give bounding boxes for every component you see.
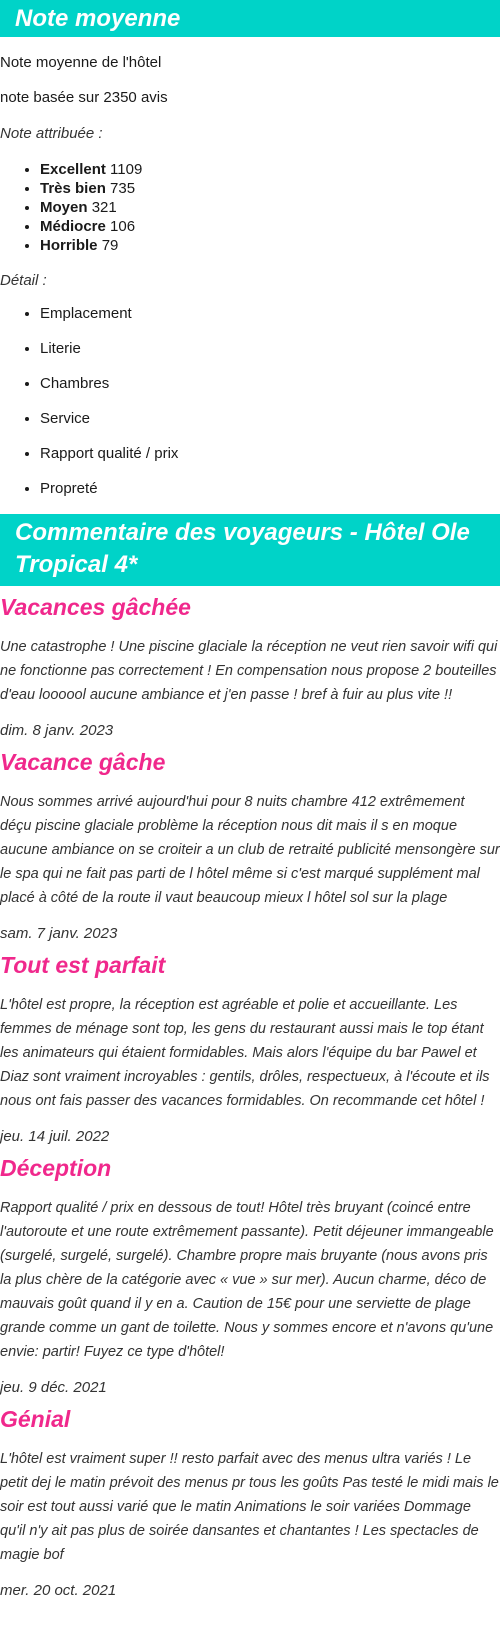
- review-date: mer. 20 oct. 2021: [0, 1582, 117, 1599]
- rating-count-value: 79: [101, 237, 119, 254]
- review-date: jeu. 14 juil. 2022: [0, 1128, 110, 1145]
- detail-item: • Propreté: [40, 479, 500, 499]
- rating-count-label: Excellent: [40, 161, 106, 178]
- rating-label: Note attribuée :: [0, 125, 103, 142]
- rating-count-label: Moyen: [40, 199, 88, 216]
- rating-count-value: 735: [110, 180, 136, 197]
- review-text: L'hôtel est propre, la réception est agréable et polie et accueillante. Les femmes de ménage sont top, les gens du restaurant aussi mais le top étant les animateurs qui étaient formidables. Mais alors l'équipe du bar Pawel et Diaz sont vraiment incroyables : gentils, drôles, respectueux, à l'écoute et ils nous ont fais passer des vacances formidables. On recommande cet hôtel !: [0, 997, 490, 1109]
- review-count-line: note basée sur 2350 avis: [0, 89, 168, 106]
- review-text: Nous sommes arrivé aujourd'hui pour 8 nuits chambre 412 extrêmement déçu piscine glaciale problème la réception nous dit mais il s en moque aucune ambiance on se croiteir a un club de retraité publicité mensongère sur le spa qui ne fait pas parti de l hôtel même si c'est marqué supplément mal placé à côté de la route il vaut beaucoup mieux l hôtel sol sur la plage: [0, 794, 500, 906]
- review: [0, 1153, 500, 1398]
- review-title: Tout est parfait: [0, 952, 166, 978]
- review-text: Rapport qualité / prix en dessous de tout! Hôtel très bruyant (coincé entre l'autoroute et une route extrêmement passante). Petit déjeuner immangeable (surgelé, surgelé, surgelé). Chambre propre mais bruyante (nous avons pris la plus chère de la catégorie avec « vue » sur mer). Aucun charme, déco de mauvais goût quand il y en a. Caution de 15€ pour une serviette de plage grande comme un gant de toilette. Nous y sommes encore et n'avons qu'une envie: partir! Fuyez ce type d'hôtel!: [0, 1200, 494, 1360]
- rating-count-value: 1109: [110, 161, 143, 178]
- review: [0, 1404, 500, 1601]
- detail-list: [0, 304, 500, 499]
- detail-item: • Chambres: [40, 374, 500, 394]
- review-title: Déception: [0, 1155, 112, 1181]
- detail-item: • Emplacement: [40, 304, 500, 324]
- rating-count-value: 321: [91, 199, 117, 216]
- rating-count-label: Médiocre: [40, 218, 106, 235]
- review-title: Vacance gâche: [0, 749, 166, 775]
- review-title: Génial: [0, 1406, 71, 1432]
- rating-count-label: Horrible: [40, 237, 98, 254]
- review-text: L'hôtel est vraiment super !! resto parfait avec des menus ultra variés ! Le petit dej le matin prévoit des menus pr tous les goûts Pas testé le midi mais le soir est tout aussi varié que le matin Animations le soir variées Dommage qu'il n'y ait pas plus de soirée dansantes et chantantes ! Les spectacles de magie bof: [0, 1451, 499, 1563]
- review-date: jeu. 9 déc. 2021: [0, 1379, 107, 1396]
- comments-heading: Commentaire des voyageurs - Hôtel Ole Tropical 4*: [0, 514, 500, 586]
- rating-count-value: 106: [110, 218, 136, 235]
- detail-item: • Literie: [40, 339, 500, 359]
- detail-label: Détail :: [0, 272, 47, 289]
- detail-item: • Service: [40, 409, 500, 429]
- review: [0, 950, 500, 1147]
- rating-count-moyen: [40, 198, 500, 217]
- review: [0, 592, 500, 741]
- review-title: Vacances gâchée: [0, 594, 191, 620]
- rating-count-horrible: [40, 236, 500, 255]
- rating-count-label: Très bien: [40, 180, 106, 197]
- review-date: dim. 8 janv. 2023: [0, 722, 114, 739]
- rating-counts-list: [0, 160, 500, 255]
- average-rating-heading: Note moyenne: [0, 0, 500, 37]
- hotel-average-line: Note moyenne de l'hôtel: [0, 54, 162, 71]
- rating-count-tres-bien: [40, 179, 500, 198]
- review-text: Une catastrophe ! Une piscine glaciale la réception ne veut rien savoir wifi qui ne fonctionne pas correctement ! En compensation nous propose 2 bouteilles d'eau loooool aucune ambiance et j'en passe ! bref à fuir au plus vite !!: [0, 639, 498, 703]
- review: [0, 747, 500, 944]
- rating-count-mediocre: [40, 217, 500, 236]
- rating-count-excellent: [40, 160, 500, 179]
- review-date: sam. 7 janv. 2023: [0, 925, 118, 942]
- detail-item: • Rapport qualité / prix: [40, 444, 500, 464]
